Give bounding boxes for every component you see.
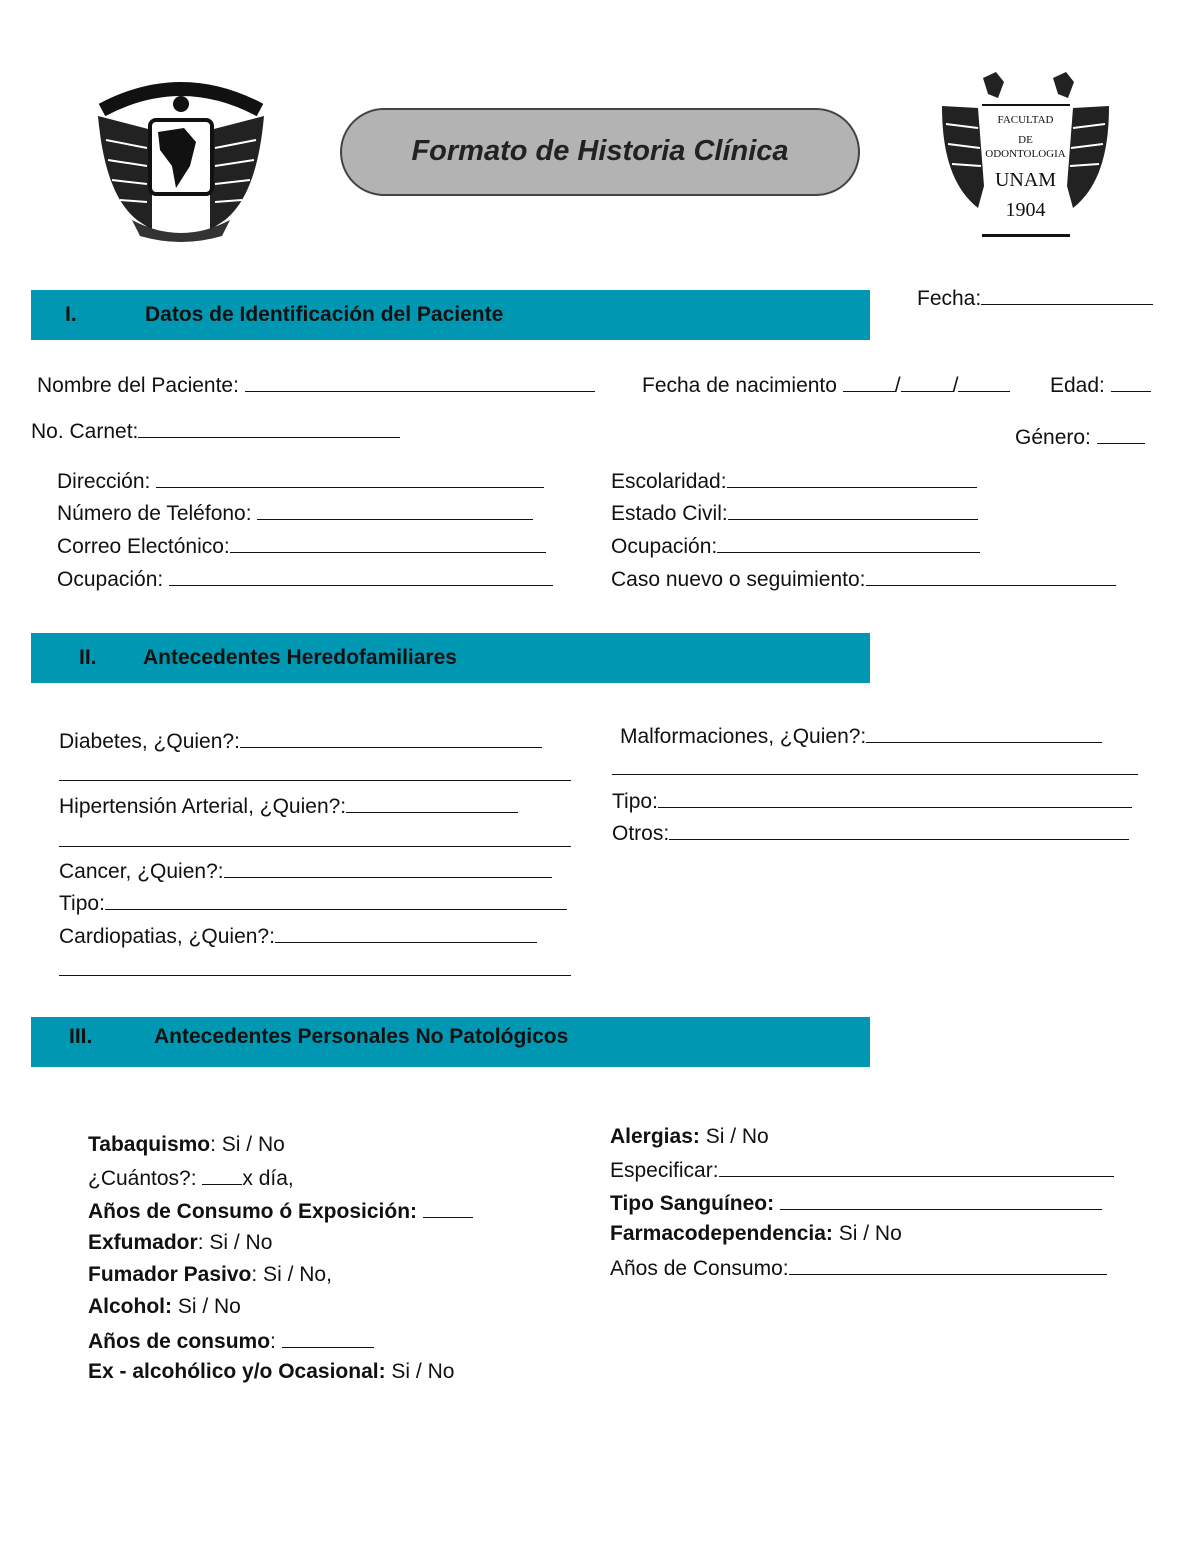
anos-consumo-exp-field[interactable] [88,1198,473,1224]
otros-field[interactable] [612,820,1129,846]
exfumador-options[interactable]: : Si / No [197,1231,273,1254]
alcohol-field[interactable] [88,1295,241,1319]
ocupacion-left-label: Ocupación: [57,568,164,591]
nombre-label: Nombre del Paciente: [37,374,239,397]
telefono-field[interactable] [57,500,533,526]
section-2-title: Antecedentes Heredofamiliares [143,646,457,669]
caso-label: Caso nuevo o seguimiento: [611,568,866,591]
fecha-nacimiento-label: Fecha de nacimiento [642,374,837,397]
direccion-label: Dirección: [57,470,151,493]
fumador-pasivo-label: Fumador Pasivo [88,1263,252,1286]
tipo-sanguineo-field[interactable] [610,1190,1102,1216]
form-title-pill [340,108,860,196]
section-1-number: I. [65,303,77,326]
tipo-sanguineo-label: Tipo Sanguíneo: [610,1192,775,1215]
tabaquismo-label: Tabaquismo [88,1133,211,1156]
section-3-number: III. [69,1025,93,1048]
malformaciones-field[interactable] [620,723,1102,749]
diabetes-label: Diabetes, ¿Quien?: [59,730,240,753]
escolaridad-field[interactable] [611,468,977,494]
telefono-label: Número de Teléfono: [57,502,252,525]
form-title: Formato de Historia Clínica [411,135,789,167]
genero-field[interactable] [1015,424,1145,450]
escolaridad-label: Escolaridad: [611,470,727,493]
genero-label: Género: [1015,426,1091,449]
cardiopatias-field[interactable] [59,923,537,949]
anos-consumo-right-label: Años de Consumo: [610,1257,789,1280]
fo-logo-line1: FACULTAD [997,114,1054,126]
tipo-right-field[interactable] [612,788,1132,814]
exfumador-label: Exfumador [88,1231,198,1254]
especificar-label: Especificar: [610,1159,719,1182]
malformaciones-extra-line[interactable] [612,774,1138,775]
hipertension-label: Hipertensión Arterial, ¿Quien?: [59,795,347,818]
alcohol-options[interactable]: Si / No [172,1295,241,1318]
fumador-pasivo-field[interactable] [88,1263,332,1287]
estado-civil-field[interactable] [611,500,978,526]
anos-consumo-exp-label: Años de Consumo ó Exposición: [88,1200,418,1223]
hipertension-field[interactable] [59,793,518,819]
section-3-title: Antecedentes Personales No Patológicos [154,1025,569,1048]
ex-alcoholico-label: Ex - alcohólico y/o Ocasional: [88,1360,386,1383]
exfumador-field[interactable] [88,1231,272,1255]
ex-alcoholico-options[interactable]: Si / No [385,1360,455,1383]
fo-logo-line4: UNAM [994,169,1057,191]
direccion-field[interactable] [57,468,544,494]
cuantos-field[interactable] [88,1165,294,1191]
farmaco-label: Farmacodependencia: [610,1222,833,1245]
cancer-label: Cancer, ¿Quien?: [59,860,224,883]
edad-label: Edad: [1050,374,1105,397]
anos-consumo-right-field[interactable] [610,1255,1107,1281]
alergias-label: Alergias: [610,1125,700,1148]
estado-civil-label: Estado Civil: [611,502,728,525]
caso-field[interactable] [611,566,1116,592]
tipo-right-label: Tipo: [612,790,658,813]
alergias-options[interactable]: Si / No [699,1125,769,1148]
anos-consumo-field[interactable]: Años de consumo: [88,1328,374,1354]
diabetes-field[interactable] [59,728,542,754]
cancer-field[interactable] [59,858,552,884]
tipo-left-field[interactable] [59,890,567,916]
fo-logo-line3: ODONTOLOGIA [985,148,1066,160]
alcohol-label: Alcohol: [88,1295,172,1318]
carnet-field[interactable] [31,418,400,444]
fo-logo-line2: DE [1018,134,1033,146]
hipertension-extra-line[interactable] [59,846,571,847]
ex-alcoholico-field[interactable] [88,1360,454,1384]
anos-consumo-label: Años de consumo [88,1330,271,1353]
cardiopatias-extra-line[interactable] [59,975,571,976]
farmaco-options[interactable]: Si / No [832,1222,902,1245]
tipo-left-label: Tipo: [59,892,105,915]
carnet-label: No. Carnet: [31,420,139,443]
fecha-nacimiento-field[interactable]: Fecha de nacimiento / / [642,372,1010,398]
ocupacion-right-label: Ocupación: [611,535,718,558]
unam-seal-logo [92,70,270,242]
diabetes-extra-line[interactable] [59,780,571,781]
section-2-header [31,633,870,683]
farmaco-field[interactable] [610,1222,902,1246]
fumador-pasivo-options[interactable]: : Si / No, [251,1263,332,1286]
nombre-field[interactable] [37,372,595,398]
section-2-number: II. [79,646,97,669]
ocupacion-left-field[interactable] [57,566,553,592]
x-dia-label: x día, [242,1167,294,1190]
correo-label: Correo Electónico: [57,535,230,558]
fecha-field[interactable] [917,285,1153,311]
especificar-field[interactable] [610,1157,1114,1183]
ocupacion-right-field[interactable] [611,533,980,559]
tabaquismo-field[interactable] [88,1133,285,1157]
cuantos-label: ¿Cuántos?: [88,1167,197,1190]
correo-field[interactable] [57,533,546,559]
fo-logo-line5: 1904 [1005,199,1046,221]
section-1-title: Datos de Identificación del Paciente [145,303,504,326]
alergias-field[interactable] [610,1125,769,1149]
section-3-header [31,1017,870,1067]
section-1-header [31,290,870,340]
malformaciones-label: Malformaciones, ¿Quien?: [620,725,867,748]
tabaquismo-options[interactable]: : Si / No [210,1133,285,1156]
edad-field[interactable] [1050,372,1151,398]
fecha-label: Fecha: [917,287,982,310]
otros-label: Otros: [612,822,670,845]
fo-unam-logo [938,68,1113,240]
cardiopatias-label: Cardiopatias, ¿Quien?: [59,925,275,948]
